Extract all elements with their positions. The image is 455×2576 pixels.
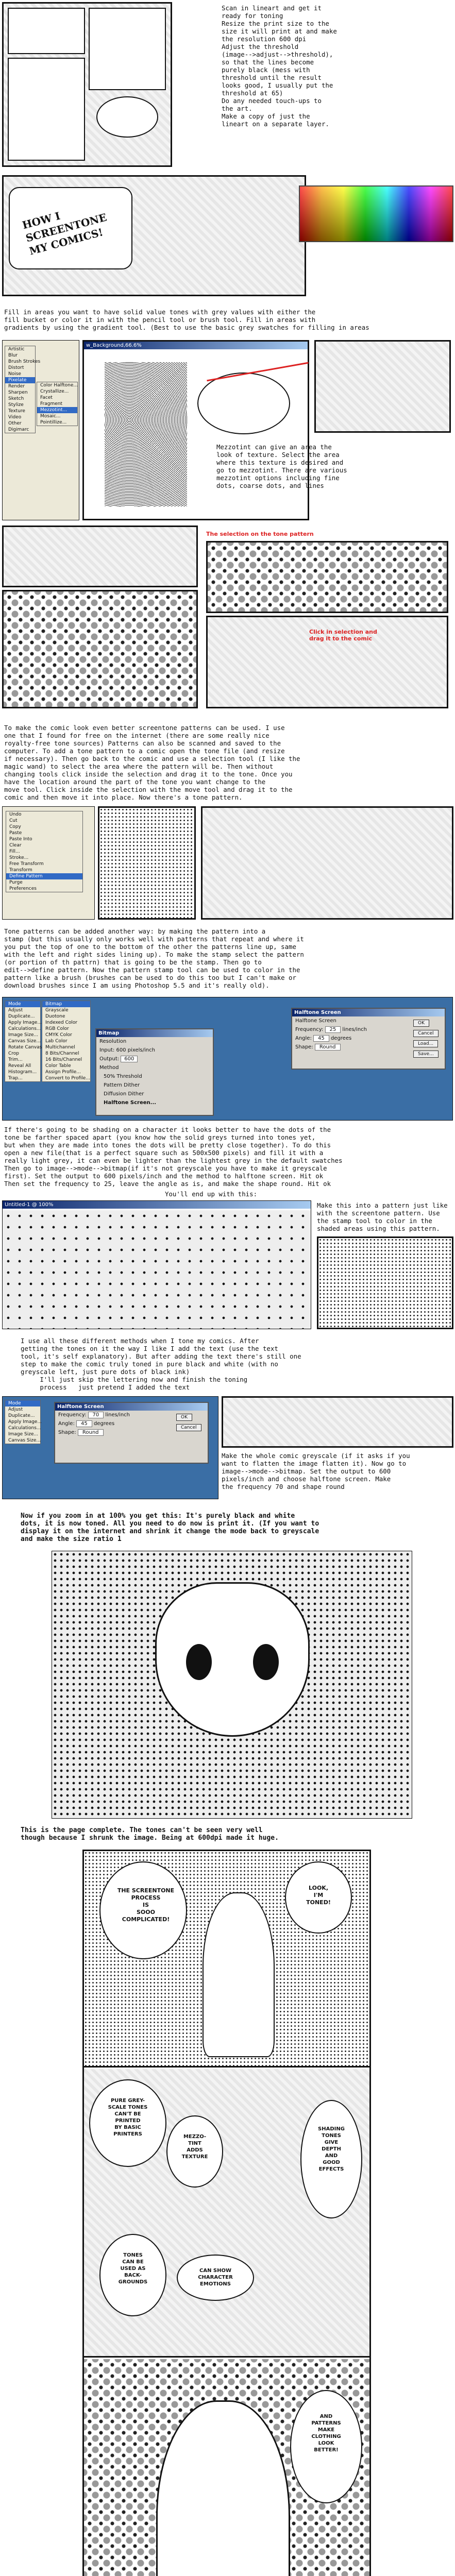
final-comic-page: [82, 1850, 371, 2576]
frequency-field[interactable]: 70: [88, 1412, 104, 1418]
character-figure: [156, 2400, 290, 2576]
halftone-buttons: [175, 1412, 206, 1433]
input-row: [96, 1046, 213, 1055]
halftone-dialog: [291, 1008, 446, 1070]
menu-item[interactable]: Blur: [8, 353, 18, 358]
image-window: [82, 340, 309, 520]
bitmap-dialog: [95, 1028, 214, 1116]
angle-field[interactable]: 45: [76, 1420, 92, 1427]
swatches-palette[interactable]: [299, 185, 453, 242]
menu-item[interactable]: Noise: [8, 371, 21, 377]
section-zoomed: [0, 1551, 455, 1819]
step2-text: Fill in areas you want to have solid value tones with grey values with either the fill bucket or color it in with the pencil tool or brush tool. Fill in areas with gradients by using the gradient tool. (Best to use the basic grey swatches for filling in areas: [4, 308, 369, 331]
step5-text: Tone patterns can be added another way: by making the pattern into a stamp (but this usually only works well with patterns that repeat and where it you put the top of one to the bottom of the other the patterns line up, same with the left and right sides lining up). To make the stamp select the pattern (or portion of th pattrn) that is going to be the stamp. Then go to edit-->define pattern. Now the pattern stamp tool can be used to color in the pattern like a brush (brushes can be used to do this too but I can't make or download brushes since I am using Photoshop 5.5 and it's really old).: [4, 927, 304, 989]
resolution-group: [96, 1037, 213, 1046]
image-menu-2: [5, 1400, 41, 1444]
menu-item[interactable]: Free Transform: [9, 861, 44, 867]
menu-item-mode[interactable]: Mode: [5, 1001, 40, 1007]
resolution-label: Resolution: [99, 1039, 127, 1044]
angle-label: Angle:: [58, 1421, 75, 1427]
submenu-item-mezzotint[interactable]: Mezzotint...: [37, 407, 77, 413]
menu-item[interactable]: Texture: [8, 409, 25, 414]
menu-item[interactable]: Trim...: [8, 1057, 23, 1062]
menu-item[interactable]: Rotate Canvas: [8, 1045, 42, 1050]
menu-item[interactable]: Video: [8, 415, 22, 420]
section-bitmap-25: [0, 997, 455, 1121]
speech-bubble: [197, 372, 290, 434]
halftone-group-label: Halftone Screen: [295, 1018, 336, 1024]
menu-item[interactable]: Canvas Size...: [8, 1039, 41, 1044]
step1-text: Scan in lineart and get it ready for toning Resize the print size to the size it will print at and make the resolution 600 dpi Adjust the threshold (image-->adjust-->threshold), so that the lines become purely black (mess with threshold until the result looks good, I usually put the threshold at 65) Do any needed touch-ups to the art. Make a copy of just the lineart on a separate layer.: [222, 4, 337, 128]
lineart-comic-image: [2, 2, 172, 167]
halftone-dialog-title: Halftone Screen: [55, 1403, 208, 1411]
submenu-item[interactable]: CMYK Color: [45, 1032, 72, 1038]
bitmap-dialog-title: Bitmap: [96, 1029, 213, 1037]
photoshop-desktop: [2, 997, 453, 1121]
section-halftone-result: [0, 1200, 455, 1329]
photoshop-desktop-2: [2, 1396, 218, 1499]
comic-strip-1: [2, 526, 198, 587]
menu-item[interactable]: Duplicate...: [8, 1014, 35, 1019]
step9-text: Make the whole comic greyscale (if it asks if you want to flatten the image flatten it). Now go to image-->mode-->bitmap. Set the output to 600 pixels/inch and choose halftone screen. Make the frequency 70 and shape round: [222, 1452, 410, 1490]
output-field[interactable]: 600: [121, 1056, 138, 1062]
menu-item[interactable]: Adjust: [8, 1407, 23, 1412]
submenu-item[interactable]: Fragment: [40, 401, 62, 406]
menu-item[interactable]: Sharpen: [8, 390, 28, 395]
bubble-text: LOOK, I'M TONED!: [306, 1885, 331, 1906]
submenu-item[interactable]: Color Table: [45, 1063, 71, 1069]
filter-menu-screenshot: [2, 340, 79, 520]
input-value: 600 pixels/inch: [116, 1047, 155, 1053]
character-figure: [203, 1892, 275, 2057]
character-face: [155, 1582, 310, 1737]
method-option[interactable]: 50% Threshold: [104, 1074, 142, 1079]
submenu-item[interactable]: Indexed Color: [45, 1020, 78, 1025]
submenu-item[interactable]: Color Halftone...: [40, 383, 78, 388]
pixelate-submenu: [37, 382, 78, 426]
submenu-item[interactable]: 16 Bits/Channel: [45, 1057, 82, 1062]
angle-label: Angle:: [295, 1036, 312, 1041]
section-define-pattern: [0, 806, 455, 920]
bubble-text: TONES CAN BE USED AS BACK- GROUNDS: [118, 2252, 148, 2285]
bubble-text: MEZZO- TINT ADDS TEXTURE: [181, 2134, 208, 2160]
section-tone-pattern: [0, 526, 455, 716]
comic-panel: [8, 58, 85, 161]
cancel-button[interactable]: Cancel: [176, 1424, 201, 1431]
mezzotint-example: [314, 340, 451, 433]
output-row: [96, 1055, 213, 1063]
step10-text: Now if you zoom in at 100% you get this: It's purely black and white dots, it is now toned. All you need to do now is print it. (If you want to display it on the internet and shrink it change the mode back to greyscale and make the size ratio 1: [21, 1512, 319, 1543]
menu-item-pixelate[interactable]: Pixelate: [5, 377, 35, 383]
untitled-window-title: Untitled-1 @ 100%: [3, 1201, 311, 1209]
menu-item[interactable]: Image Size...: [8, 1432, 39, 1437]
selection-label: The selection on the tone pattern: [206, 531, 314, 537]
menu-item[interactable]: Paste: [9, 831, 22, 836]
section-title: [0, 175, 455, 301]
menu-item[interactable]: Other: [8, 421, 22, 426]
bubble-text: PURE GREY- SCALE TONES CAN'T BE PRINTED BY BASIC PRINTERS: [108, 2098, 148, 2137]
drag-label: Click in selection and drag it to the comic: [309, 629, 377, 642]
menu-item[interactable]: Trap...: [8, 1076, 23, 1081]
submenu-item[interactable]: Duotone: [45, 1014, 65, 1019]
menu-item[interactable]: Stylize: [8, 402, 24, 408]
output-label: Output:: [99, 1056, 120, 1062]
untitled-window: [2, 1200, 311, 1329]
menu-item[interactable]: Crop: [8, 1051, 20, 1056]
pattern-preview: [98, 806, 196, 920]
menu-item[interactable]: Distort: [8, 365, 24, 370]
submenu-item[interactable]: Multichannel: [45, 1045, 75, 1050]
step7-text: Make this into a pattern just like with the screentone pattern. Use the stamp tool to color in the shaded areas using this pattern.: [317, 1201, 448, 1232]
step8-text: I use all these different methods when I tone my comics. After getting the tones on it the way I like I add the text (use the text tool, it's self explanatory). But after adding the text there's still one step to make the comic truly toned in pure black and white (with no greyscale left, just pure dots of black ink) I'll just skip the lettering now and finish the toning process just pretend I added the text: [21, 1337, 301, 1391]
bubble-text: AND PATTERNS MAKE CLOTHING LOOK BETTER!: [311, 2414, 341, 2453]
menu-item[interactable]: Cut: [9, 818, 18, 823]
load-button[interactable]: Load...: [413, 1040, 438, 1047]
zoomed-halftone: [52, 1551, 412, 1819]
halftone-buttons: [412, 1018, 443, 1059]
menu-item[interactable]: Artistic: [8, 347, 25, 352]
image-window-title: w_Background,66.6%: [84, 342, 308, 349]
submenu-item[interactable]: Crystallize...: [40, 389, 69, 394]
bubble-text: SHADING TONES GIVE DEPTH AND GOOD EFFECTS: [318, 2126, 345, 2172]
final-panel-2: [84, 2069, 369, 2358]
cancel-button[interactable]: Cancel: [413, 1030, 439, 1037]
frequency-field[interactable]: 25: [325, 1026, 341, 1033]
save-button[interactable]: Save...: [413, 1050, 439, 1058]
submenu-item[interactable]: Facet: [40, 395, 53, 400]
frequency-unit: lines/inch: [342, 1027, 367, 1032]
title-comic-image: [2, 175, 306, 296]
mode-submenu: [42, 1001, 91, 1082]
section-lineart: [0, 0, 455, 170]
menu-item[interactable]: Reveal All: [8, 1063, 31, 1069]
menu-item[interactable]: Clear: [9, 843, 22, 848]
shape-label: Shape:: [58, 1430, 76, 1435]
submenu-item[interactable]: Grayscale: [45, 1008, 69, 1013]
ok-button[interactable]: OK: [413, 1020, 429, 1027]
menu-item[interactable]: Duplicate...: [8, 1413, 35, 1418]
halftone-dots: [3, 1210, 311, 1329]
menu-item[interactable]: Apply Image...: [8, 1020, 42, 1025]
final-panel-3: [84, 2359, 369, 2576]
step4-text: To make the comic look even better screentone patterns can be used. I use one that I found for free on the internet (there are some really nice royalty-free tone sources) Patterns can also be scanned and saved to the computer. To add a tone pattern to a comic open the tone file (and resize if necessary). Then go back to the comic and use a selection tool (I like the magic wand) to select the area where the pattern will be. Then without changing tools click inside the selection and drag it to the tone. Once you have the location around the part of the tone you want change to the move tool. Click inside the selection with the move tool and drag it to the comic and then move it into place. Now there's a tone pattern.: [4, 724, 300, 801]
image-menu: [5, 1001, 41, 1082]
menu-item[interactable]: Stroke...: [9, 855, 29, 860]
final-panel-1: [84, 1851, 369, 2067]
menu-item[interactable]: Digimarc: [8, 427, 29, 432]
bubble-text: THE SCREENTONE PROCESS IS SOOO COMPLICATED!: [117, 1887, 175, 1923]
submenu-item[interactable]: 8 Bits/Channel: [45, 1051, 79, 1056]
step3-text: Mezzotint can give an area the look of texture. Select the area where this texture is desired and go to mezzotint. There are various mezzotint options including fine dots, coarse dots, and lines: [216, 443, 347, 489]
step6-text: If there's going to be shading on a character it looks better to have the dots of the tone be farther spaced apart (you know how the solid greys turned into tones yet, but when they are made into tones the dots will be pretty close together). To do this open a new file(that is a perfect square such as 500x500 pixels) and fill it with a really light grey, it can even be lighter than the lightest grey in the default swatches Then go to image-->mode-->bitmap(if it's not greyscale you have to make it greyscale first). Set the output to 600 pixels/inch and the method to halftone screen. Hit ok Then set the frequency to 25, leave the angle as is, and make the shape round. Hit ok: [4, 1126, 343, 1188]
menu-item[interactable]: Canvas Size...: [8, 1438, 41, 1443]
submenu-item[interactable]: Pointillize...: [40, 420, 67, 425]
step11-text: This is the page complete. The tones can't be seen very well though because I shrunk the image. Being at 600dpi made it huge.: [21, 1826, 279, 1842]
menu-item[interactable]: Fill...: [9, 849, 20, 854]
menu-item[interactable]: Transform: [9, 868, 32, 873]
angle-unit: degrees: [93, 1421, 115, 1427]
shape-select[interactable]: Round: [78, 1429, 104, 1436]
method-option-halftone[interactable]: Halftone Screen...: [104, 1100, 157, 1106]
submenu-item[interactable]: Assign Profile...: [45, 1070, 81, 1075]
section-final-page: [0, 1850, 455, 2576]
submenu-item[interactable]: Lab Color: [45, 1039, 68, 1044]
menu-item-define-pattern[interactable]: Define Pattern: [6, 873, 82, 879]
submenu-item[interactable]: Mosaic...: [40, 414, 61, 419]
frequency-label: Frequency:: [295, 1027, 324, 1032]
tone-pattern-window: [2, 590, 198, 708]
menu-item[interactable]: Histogram...: [8, 1070, 37, 1075]
menu-item[interactable]: Calculations...: [8, 1026, 41, 1031]
greyscale-comic: [222, 1396, 453, 1448]
ok-button[interactable]: OK: [176, 1414, 192, 1421]
menu-item[interactable]: Sketch: [8, 396, 24, 401]
menu-item[interactable]: Adjust: [8, 1008, 23, 1013]
edit-menu: [6, 811, 83, 892]
speech-bubble: [96, 96, 158, 138]
submenu-item[interactable]: Convert to Profile...: [45, 1076, 90, 1081]
edit-menu-screenshot: [2, 806, 95, 920]
submenu-item[interactable]: RGB Color: [45, 1026, 69, 1031]
section-mezzotint: [0, 340, 455, 520]
method-option[interactable]: Diffusion Dither: [104, 1091, 144, 1097]
halftone-dialog-2: [54, 1402, 209, 1464]
comic-panel: [89, 8, 166, 90]
input-label: Input:: [99, 1047, 115, 1053]
method-option[interactable]: Pattern Dither: [104, 1082, 140, 1088]
shaded-example: [317, 1236, 453, 1329]
menu-item[interactable]: Purge: [9, 880, 23, 885]
comic-title: HOW I SCREENTONE MY COMICS!: [21, 209, 108, 258]
menu-item[interactable]: Paste Into: [9, 837, 32, 842]
menu-item[interactable]: Brush Strokes: [8, 359, 41, 364]
filter-menu: [5, 346, 41, 433]
menu-item[interactable]: Apply Image...: [8, 1419, 42, 1425]
menu-item[interactable]: Calculations...: [8, 1426, 41, 1431]
tone-pattern-selected: [206, 541, 448, 613]
frequency-unit: lines/inch: [105, 1412, 130, 1418]
halftone-dialog-title: Halftone Screen: [292, 1009, 445, 1016]
section-bitmap-70: [0, 1396, 455, 1499]
frequency-label: Frequency:: [58, 1412, 87, 1418]
menu-item-mode[interactable]: Mode: [5, 1400, 40, 1406]
angle-unit: degrees: [330, 1036, 352, 1041]
menu-item[interactable]: Undo: [9, 812, 22, 817]
step6b-text: You'll end up with this:: [165, 1190, 258, 1198]
shape-select[interactable]: Round: [315, 1044, 341, 1050]
menu-item[interactable]: Image Size...: [8, 1032, 39, 1038]
character-eye: [253, 1644, 279, 1680]
comic-panel: [8, 8, 85, 54]
submenu-item-bitmap[interactable]: Bitmap: [42, 1001, 90, 1007]
menu-item[interactable]: Copy: [9, 824, 21, 829]
shape-label: Shape:: [295, 1044, 313, 1050]
menu-item[interactable]: Preferences: [9, 886, 37, 891]
angle-field[interactable]: 45: [313, 1035, 329, 1042]
stamp-comic: [201, 806, 453, 920]
mezzotint-area: [105, 362, 187, 506]
character-eye: [186, 1644, 212, 1680]
menu-item[interactable]: Render: [8, 384, 25, 389]
method-label: Method: [99, 1065, 119, 1071]
bubble-text: CAN SHOW CHARACTER EMOTIONS: [198, 2268, 233, 2287]
